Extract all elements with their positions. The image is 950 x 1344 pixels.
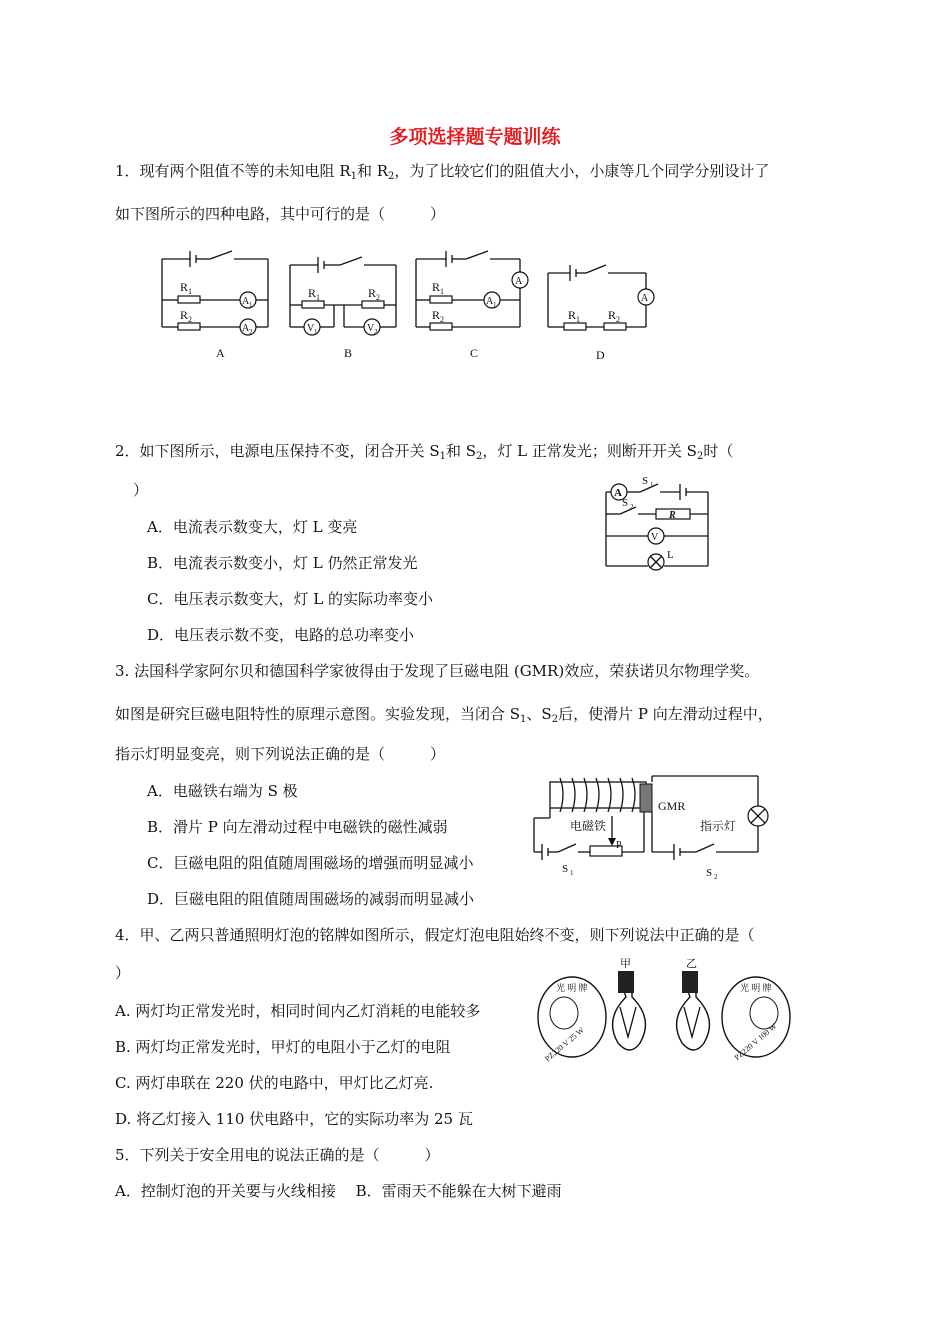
- svg-text:1: 1: [316, 293, 320, 302]
- circuit-c-label: C: [470, 346, 479, 360]
- q3-option-d: D．巨磁电阻的阻值随周围磁场的减弱而明显减小: [147, 890, 475, 908]
- svg-text:2: 2: [714, 873, 718, 881]
- q2-line-2: ）: [133, 481, 149, 499]
- svg-text:R: R: [568, 308, 577, 322]
- svg-text:1: 1: [314, 328, 318, 336]
- svg-text:PZ220 V 25 W: PZ220 V 25 W: [543, 1025, 586, 1064]
- svg-text:L: L: [667, 549, 674, 561]
- circuit-d: [548, 265, 654, 362]
- bulb-jia: [538, 957, 645, 1063]
- circuit-a: [162, 251, 268, 360]
- q3-gmr-figure: [528, 772, 788, 882]
- circuit-b: [290, 257, 396, 360]
- q2-option-c: C．电压表示数变大，灯 L 的实际功率变小: [147, 590, 433, 608]
- svg-text:2: 2: [440, 315, 444, 324]
- svg-text:乙: 乙: [686, 958, 697, 970]
- svg-text:1: 1: [188, 287, 192, 296]
- svg-text:R: R: [368, 286, 377, 300]
- svg-text:A: A: [242, 323, 250, 334]
- svg-text:V: V: [651, 532, 659, 543]
- svg-text:R: R: [432, 308, 441, 322]
- svg-text:S: S: [562, 863, 569, 875]
- q3-line-1: 3. 法国科学家阿尔贝和德国科学家彼得由于发现了巨磁电阻 (GMR)效应，荣获诺贝尔物理学奖。: [115, 662, 760, 680]
- svg-text:电磁铁: 电磁铁: [570, 819, 607, 833]
- svg-text:A: A: [614, 487, 622, 499]
- q3-line-2: 如图是研究巨磁电阻特性的原理示意图。实验发现，当闭合 $S_1$、$S_2$后，使滑片 P 向左滑动过程中，: [115, 705, 773, 725]
- q1-line-1: 1．现有两个阻值不等的未知电阻 $R_1$和 $R_2$，为了比较它们的阻值大小，小康等几个同学分别设计了: [115, 162, 770, 182]
- svg-text:V: V: [307, 323, 315, 334]
- q4-line-1: 4．甲、乙两只普通照明灯泡的铭牌如图所示，假定灯泡电阻始终不变，则下列说法中正确的是（: [115, 926, 755, 944]
- svg-text:1: 1: [493, 301, 497, 309]
- svg-text:1: 1: [440, 287, 444, 296]
- svg-text:P: P: [616, 840, 622, 851]
- svg-text:A: A: [486, 296, 494, 307]
- svg-text:指示灯: 指示灯: [700, 819, 737, 833]
- q1-circuits-figure: [150, 245, 710, 365]
- svg-text:2: 2: [188, 315, 192, 324]
- svg-text:1: 1: [650, 481, 654, 489]
- svg-text:甲: 甲: [620, 958, 631, 970]
- q4-option-c: C. 两灯串联在 220 伏的电路中，甲灯比乙灯亮.: [115, 1074, 434, 1092]
- q4-option-a: A. 两灯均正常发光时，相同时间内乙灯消耗的电能较多: [115, 1002, 481, 1020]
- svg-text:光 明 牌: 光 明 牌: [556, 983, 588, 993]
- svg-text:2: 2: [376, 293, 380, 302]
- q2-line-1: 2．如下图所示，电源电压保持不变，闭合开关 $S_1$和 $S_2$，灯 L 正常发光；则断开开关 $S_2$时（: [115, 442, 734, 462]
- q4-option-d: D. 将乙灯接入 110 伏电路中，它的实际功率为 25 瓦: [115, 1110, 473, 1128]
- svg-text:R: R: [669, 510, 676, 521]
- circuit-d-label: D: [596, 348, 605, 362]
- q4-line-2: ）: [115, 964, 131, 982]
- svg-text:2: 2: [630, 503, 634, 511]
- bulb-yi: [677, 957, 790, 1062]
- q1-line-2: 如下图所示的四种电路，其中可行的是（ ）: [115, 205, 446, 223]
- svg-text:光 明 牌: 光 明 牌: [740, 983, 772, 993]
- svg-text:R: R: [432, 280, 441, 294]
- circuit-c: [416, 251, 528, 360]
- svg-text:A: A: [515, 276, 523, 287]
- circuit-b-label: B: [344, 346, 353, 360]
- q5-line-2: A．控制灯泡的开关要与火线相接 B．雷雨天不能躲在大树下避雨: [115, 1182, 562, 1200]
- svg-text:2: 2: [374, 328, 378, 336]
- q5-line-1: 5．下列关于安全用电的说法正确的是（ ）: [115, 1146, 440, 1164]
- q3-line-3: 指示灯明显变亮，则下列说法正确的是（ ）: [115, 745, 446, 763]
- q3-option-c: C．巨磁电阻的阻值随周围磁场的增强而明显减小: [147, 854, 474, 872]
- q3-option-a: A．电磁铁右端为 S 极: [147, 782, 298, 800]
- svg-text:2: 2: [249, 328, 253, 336]
- q2-option-b: B．电流表示数变小，灯 L 仍然正常发光: [147, 554, 418, 572]
- svg-text:V: V: [367, 323, 375, 334]
- q2-option-d: D．电压表示数不变，电路的总功率变小: [147, 626, 415, 644]
- svg-text:PZ220 V 100 W: PZ220 V 100 W: [732, 1021, 779, 1063]
- q4-bulbs-figure: [534, 957, 804, 1067]
- svg-text:S: S: [706, 867, 713, 879]
- svg-text:A: A: [242, 296, 250, 307]
- page-title: 多项选择题专题训练: [389, 126, 561, 148]
- q2-circuit-figure: [600, 474, 720, 574]
- svg-text:R: R: [180, 280, 189, 294]
- svg-text:1: 1: [570, 869, 574, 877]
- svg-text:S: S: [642, 475, 649, 487]
- svg-text:1: 1: [249, 301, 253, 309]
- svg-text:R: R: [180, 308, 189, 322]
- svg-text:2: 2: [616, 315, 620, 324]
- svg-text:R: R: [308, 286, 317, 300]
- svg-text:GMR: GMR: [658, 799, 686, 813]
- svg-text:S: S: [622, 497, 629, 509]
- svg-text:1: 1: [576, 315, 580, 324]
- svg-text:A: A: [641, 293, 649, 304]
- svg-text:R: R: [608, 308, 617, 322]
- q2-option-a: A．电流表示数变大，灯 L 变亮: [147, 518, 358, 536]
- q4-option-b: B. 两灯均正常发光时，甲灯的电阻小于乙灯的电阻: [115, 1038, 451, 1056]
- circuit-a-label: A: [216, 346, 225, 360]
- q3-option-b: B．滑片 P 向左滑动过程中电磁铁的磁性减弱: [147, 818, 448, 836]
